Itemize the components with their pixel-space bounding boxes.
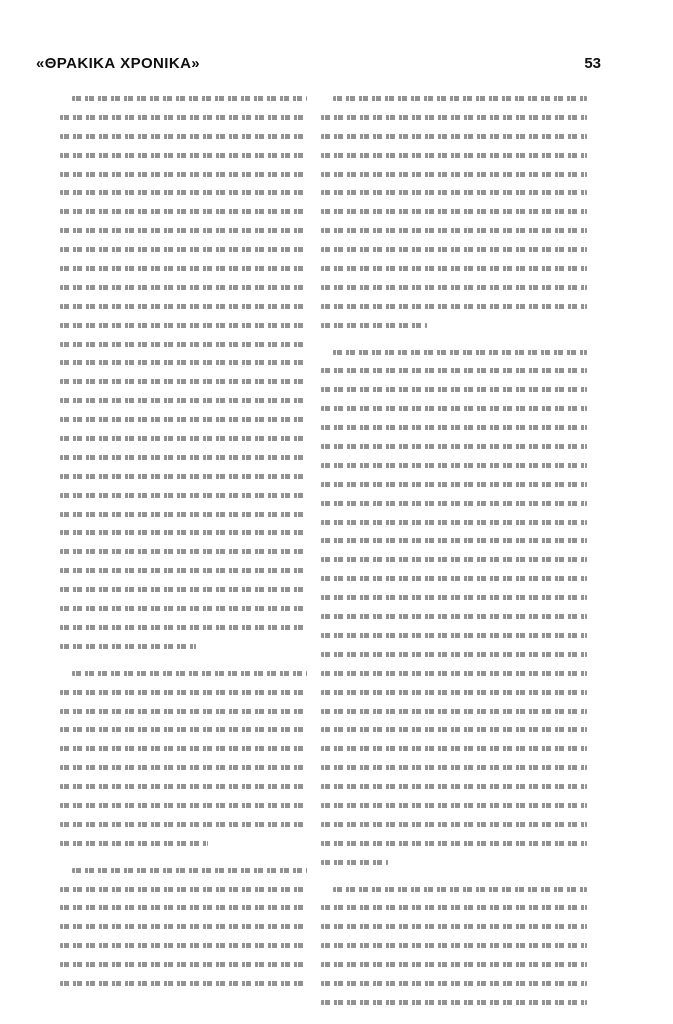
- text-line: [60, 784, 307, 789]
- text-line: [60, 323, 307, 328]
- paragraph: [60, 96, 307, 649]
- text-line: [60, 172, 307, 177]
- text-line: [321, 943, 587, 948]
- paragraph: [321, 350, 587, 865]
- text-line: [60, 644, 196, 649]
- text-line: [321, 482, 587, 487]
- text-line: [321, 690, 587, 695]
- text-line: [321, 557, 587, 562]
- text-line: [321, 981, 587, 986]
- text-line: [60, 709, 307, 714]
- text-line: [321, 209, 587, 214]
- text-line: [60, 549, 307, 554]
- text-line: [321, 425, 587, 430]
- text-line: [60, 379, 307, 384]
- text-line: [321, 709, 587, 714]
- page-number: 53: [584, 55, 601, 72]
- text-line: [321, 652, 587, 657]
- text-line: [72, 671, 307, 676]
- text-line: [60, 981, 307, 986]
- text-line: [321, 822, 587, 827]
- text-line: [60, 803, 307, 808]
- text-line: [60, 134, 307, 139]
- left-column: [60, 96, 307, 996]
- text-line: [60, 342, 307, 347]
- text-line: [60, 266, 307, 271]
- text-line: [321, 228, 587, 233]
- text-line: [60, 115, 307, 120]
- right-column: [321, 96, 587, 996]
- text-line: [321, 746, 587, 751]
- text-line: [321, 501, 587, 506]
- text-line: [321, 614, 587, 619]
- text-line: [60, 398, 307, 403]
- text-line: [60, 474, 307, 479]
- text-line: [321, 671, 587, 676]
- text-line: [321, 803, 587, 808]
- text-line: [321, 266, 587, 271]
- text-line: [321, 304, 587, 309]
- paragraph-gap: [321, 342, 587, 350]
- running-title: «ΘΡΑΚΙΚΑ ΧΡΟΝΙΚΑ»: [36, 55, 201, 72]
- paragraph: [321, 887, 587, 1005]
- text-line: [60, 512, 307, 517]
- text-line: [60, 943, 307, 948]
- text-line: [321, 190, 587, 195]
- text-line: [60, 587, 307, 592]
- text-line: [60, 924, 307, 929]
- text-line: [333, 887, 587, 892]
- text-line: [60, 436, 307, 441]
- paragraph: [321, 96, 587, 328]
- text-line: [60, 209, 307, 214]
- text-line: [321, 444, 587, 449]
- text-line: [321, 860, 388, 865]
- paragraph-gap: [60, 663, 307, 671]
- text-line: [60, 190, 307, 195]
- text-line: [321, 387, 587, 392]
- text-line: [321, 841, 587, 846]
- text-line: [72, 96, 307, 101]
- text-line: [60, 690, 307, 695]
- text-line: [321, 962, 587, 967]
- text-line: [72, 868, 307, 873]
- text-line: [321, 595, 587, 600]
- text-line: [60, 285, 307, 290]
- text-line: [60, 360, 307, 365]
- text-line: [321, 247, 587, 252]
- paragraph: [60, 868, 307, 986]
- text-line: [321, 323, 427, 328]
- text-line: [60, 228, 307, 233]
- text-line: [321, 463, 587, 468]
- text-line: [60, 247, 307, 252]
- page-header: [36, 55, 601, 79]
- text-line: [321, 520, 587, 525]
- paragraph-gap: [321, 879, 587, 887]
- text-line: [60, 822, 307, 827]
- text-line: [321, 172, 587, 177]
- text-line: [60, 568, 307, 573]
- text-line: [60, 530, 307, 535]
- text-line: [321, 368, 587, 373]
- text-line: [321, 153, 587, 158]
- text-line: [321, 115, 587, 120]
- text-line: [60, 153, 307, 158]
- text-line: [333, 350, 587, 355]
- text-line: [60, 841, 208, 846]
- text-line: [60, 625, 307, 630]
- text-line: [60, 304, 307, 309]
- text-line: [60, 887, 307, 892]
- text-line: [321, 538, 587, 543]
- text-line: [321, 905, 587, 910]
- text-line: [321, 784, 587, 789]
- text-line: [333, 96, 587, 101]
- text-line: [60, 417, 307, 422]
- text-line: [321, 406, 587, 411]
- text-line: [321, 1000, 587, 1005]
- text-line: [60, 746, 307, 751]
- text-line: [321, 576, 587, 581]
- text-line: [321, 924, 587, 929]
- text-line: [321, 134, 587, 139]
- text-line: [60, 455, 307, 460]
- text-line: [60, 493, 307, 498]
- text-line: [60, 727, 307, 732]
- text-line: [321, 765, 587, 770]
- text-line: [60, 765, 307, 770]
- text-line: [60, 606, 307, 611]
- paragraph-gap: [60, 860, 307, 868]
- paragraph: [60, 671, 307, 846]
- text-line: [321, 285, 587, 290]
- text-line: [321, 633, 587, 638]
- text-line: [321, 727, 587, 732]
- text-line: [60, 905, 307, 910]
- text-line: [60, 962, 307, 967]
